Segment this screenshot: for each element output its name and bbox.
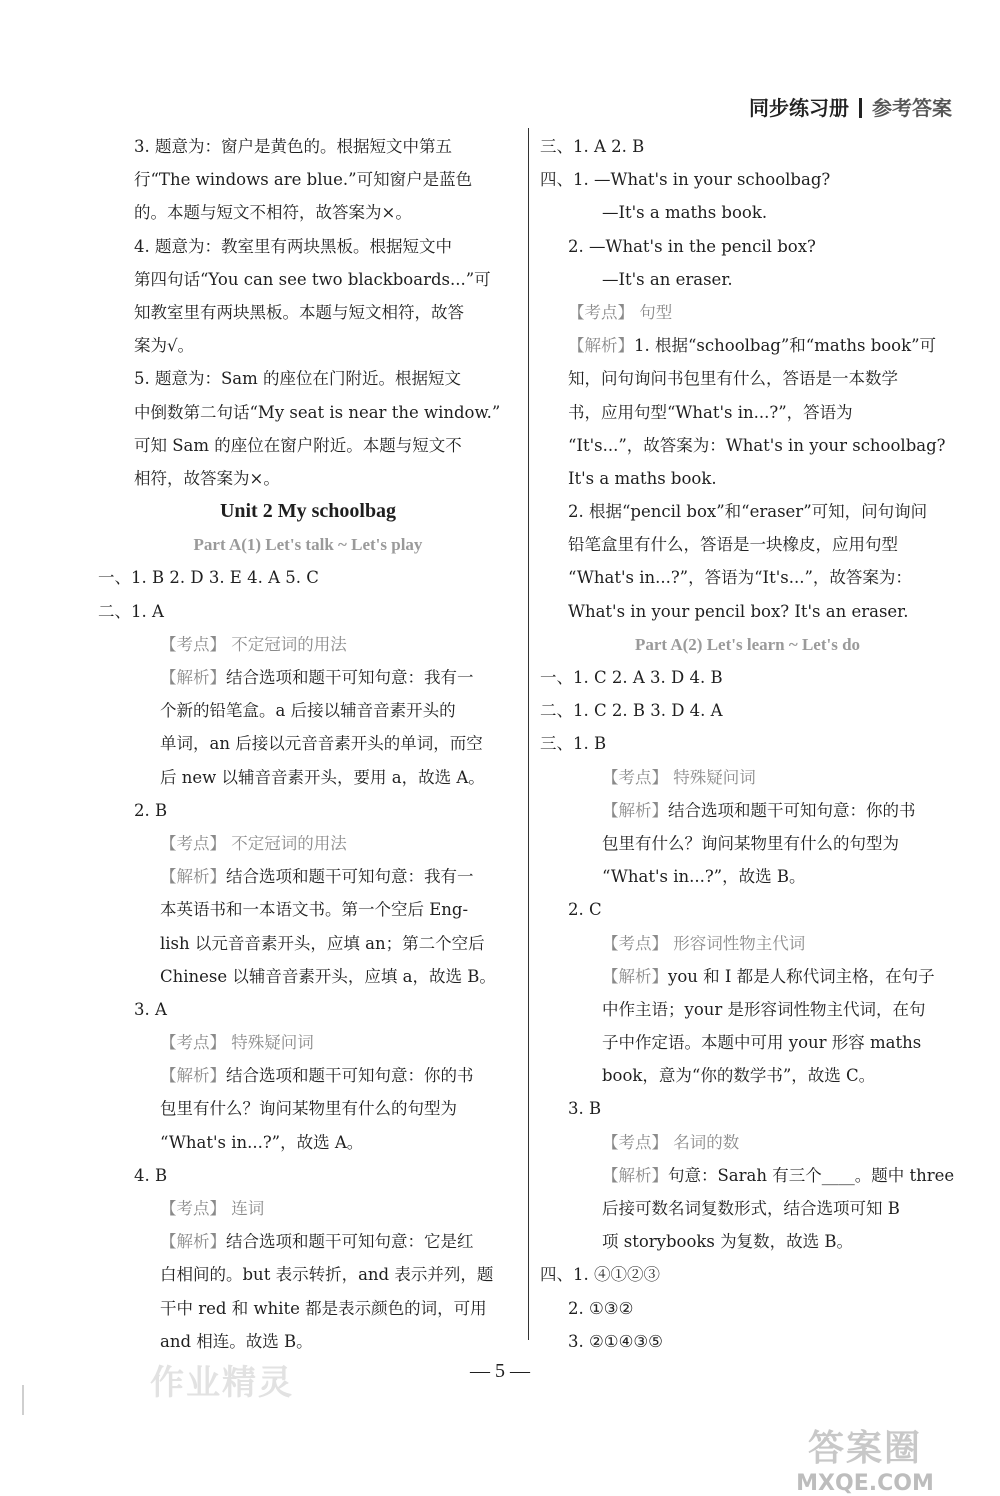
- line-text: 形容词性物主代词: [668, 933, 806, 953]
- tag-label: 【解析】: [568, 336, 634, 356]
- answer-line: [98, 429, 518, 462]
- line-text: 特殊疑问词: [668, 767, 756, 787]
- line-text: 第四句话“You can see two blackboards...”可: [134, 269, 491, 289]
- line-text: 结合选项和题干可知句意：你的书: [668, 800, 916, 820]
- answer-line: [540, 694, 955, 727]
- line-text: 1. 根据“schoolbag”和“maths book”可: [634, 336, 937, 356]
- right-column: [540, 130, 955, 1358]
- answer-line: [98, 993, 518, 1026]
- line-text: 结合选项和题干可知句意：你的书: [226, 1066, 474, 1086]
- line-text: 后 new 以辅音音素开头，要用 a，故选 A。: [160, 767, 485, 787]
- line-text: 书，应用句型“What's in...?”，答语为: [568, 402, 853, 422]
- tag-label: 【解析】: [160, 668, 226, 687]
- answer-line: [98, 296, 518, 329]
- answer-line: [98, 329, 518, 362]
- answer-line: [98, 661, 518, 694]
- answer-line: [98, 694, 518, 727]
- tag-label: 【解析】: [160, 1066, 226, 1086]
- line-text: 连词: [226, 1199, 265, 1218]
- answer-line: [98, 130, 518, 163]
- answer-line: [98, 727, 518, 760]
- answer-line: [540, 1292, 955, 1325]
- line-text: 后接可数名词复数形式，结合选项可知 B: [602, 1199, 900, 1218]
- line-text: 一、1. C 2. A 3. D 4. B: [540, 668, 723, 687]
- line-text: 句型: [634, 302, 673, 322]
- line-text: 2. —What's in the pencil box?: [568, 236, 816, 256]
- tag-label: 【考点】: [160, 1033, 226, 1053]
- section-label: 参考答案: [872, 96, 952, 120]
- line-text: 不定冠词的用法: [226, 833, 347, 853]
- watermark-url: MXQE.COM: [796, 1471, 934, 1496]
- line-text: 4. B: [134, 1165, 168, 1185]
- answer-line: [98, 163, 518, 196]
- line-text: 三、1. A 2. B: [540, 137, 645, 156]
- line-text: 特殊疑问词: [226, 1033, 314, 1053]
- tag-label: 【解析】: [602, 966, 668, 986]
- tag-label: 【解析】: [160, 1232, 226, 1252]
- line-text: 单词，an 后接以元音音素开头的单词，而空: [160, 734, 483, 754]
- line-text: 项 storybooks 为复数，故选 B。: [602, 1232, 853, 1252]
- answer-line: [540, 1192, 955, 1225]
- line-text: —It's a maths book.: [602, 203, 768, 223]
- line-text: 案为√。: [134, 336, 195, 356]
- line-text: 的。本题与短文不相符，故答案为×。: [134, 203, 412, 223]
- answer-line: [98, 860, 518, 893]
- line-text: and 相连。故选 B。: [160, 1331, 313, 1351]
- line-text: 本英语书和一本语文书。第一个空后 Eng-: [160, 900, 469, 920]
- answer-line: [98, 1026, 518, 1059]
- answer-line: [98, 1126, 518, 1159]
- page-header: [749, 92, 952, 121]
- answer-line: [540, 960, 955, 993]
- line-text: Part A(2) Let's learn ~ Let's do: [634, 634, 861, 654]
- line-text: 3. ②①④③⑤: [568, 1331, 663, 1351]
- line-text: 包里有什么？询问某物里有什么的句型为: [160, 1099, 457, 1119]
- line-text: book，意为“你的数学书”，故选 C。: [602, 1066, 876, 1086]
- answer-line: [98, 462, 518, 495]
- answer-line: [540, 263, 955, 296]
- answer-line: [540, 230, 955, 263]
- answer-line: [540, 196, 955, 229]
- answer-line: [540, 1126, 955, 1159]
- answer-line: [540, 1225, 955, 1258]
- line-text: 知教室里有两块黑板。本题与短文相符，故答: [134, 302, 464, 322]
- answer-line: [540, 893, 955, 926]
- answer-line: [540, 860, 955, 893]
- answer-line: [98, 196, 518, 229]
- line-text: 2. B: [134, 800, 168, 820]
- answer-line: [98, 230, 518, 263]
- answer-line: [540, 1159, 955, 1192]
- answer-line: [98, 1225, 518, 1258]
- answer-line: [98, 1159, 518, 1192]
- answer-line: [540, 296, 955, 329]
- tag-label: 【考点】: [602, 1132, 668, 1152]
- line-text: 3. A: [134, 999, 167, 1019]
- line-text: 2. ①③②: [568, 1298, 634, 1318]
- book-title: 同步练习册: [749, 96, 849, 120]
- tag-label: 【解析】: [602, 1165, 668, 1185]
- answer-line: [98, 893, 518, 926]
- answer-line: [98, 1192, 518, 1225]
- answer-line: [540, 761, 955, 794]
- line-text: 四、1. —What's in your schoolbag?: [540, 170, 831, 190]
- answer-line: [540, 495, 955, 528]
- line-text: 铅笔盒里有什么，答语是一块橡皮，应用句型: [568, 535, 898, 555]
- answer-line: [98, 1292, 518, 1325]
- line-text: 结合选项和题干可知句意：它是红: [226, 1232, 474, 1252]
- answer-line: [540, 661, 955, 694]
- answer-line: [540, 827, 955, 860]
- line-text: 三、1. B: [540, 734, 607, 754]
- answer-line: [540, 429, 955, 462]
- answer-line: [540, 1092, 955, 1125]
- tag-label: 【解析】: [160, 867, 226, 887]
- answer-line: [540, 561, 955, 594]
- line-text: 4. 题意为：教室里有两块黑板。根据短文中: [134, 236, 452, 256]
- line-text: 不定冠词的用法: [226, 634, 347, 654]
- answer-line: [98, 1092, 518, 1125]
- answer-line: [540, 1026, 955, 1059]
- line-text: you 和 I 都是人称代词主格，在句子: [668, 966, 935, 986]
- tag-label: 【考点】: [160, 1199, 226, 1218]
- line-text: 一、1. B 2. D 3. E 4. A 5. C: [98, 568, 319, 588]
- unit-title: [98, 495, 518, 528]
- line-text: “What's in...?”，故选 B。: [602, 867, 806, 887]
- line-text: “It's...”，故答案为：What's in your schoolbag?: [568, 435, 946, 455]
- line-text: 结合选项和题干可知句意：我有一: [226, 668, 474, 687]
- line-text: It's a maths book.: [568, 468, 717, 488]
- tag-label: 【考点】: [160, 833, 226, 853]
- part-title: [98, 528, 518, 561]
- tag-label: 【考点】: [160, 634, 226, 654]
- answer-line: [98, 561, 518, 594]
- answer-line: [540, 163, 955, 196]
- answer-line: [540, 396, 955, 429]
- answer-line: [540, 1325, 955, 1358]
- answer-line: [540, 462, 955, 495]
- answer-line: [98, 960, 518, 993]
- watermark-left: 作业精灵: [150, 1363, 294, 1403]
- answer-line: [98, 362, 518, 395]
- line-text: 相符，故答案为×。: [134, 468, 280, 488]
- header-divider: [859, 98, 862, 118]
- watermark-logo-text: 答案圈: [807, 1428, 922, 1469]
- line-text: 包里有什么？询问某物里有什么的句型为: [602, 833, 899, 853]
- line-text: Chinese 以辅音音素开头，应填 a，故选 B。: [160, 966, 496, 986]
- line-text: 5. 题意为：Sam 的座位在门附近。根据短文: [134, 369, 462, 389]
- answer-line: [540, 993, 955, 1026]
- line-text: 2. 根据“pencil box”和“eraser”可知，问句询问: [568, 502, 928, 522]
- answer-line: [98, 396, 518, 429]
- answer-line: [98, 595, 518, 628]
- answer-line: [98, 827, 518, 860]
- answer-line: [540, 595, 955, 628]
- line-text: 白相间的。but 表示转折，and 表示并列，题: [160, 1265, 494, 1285]
- answer-line: [540, 927, 955, 960]
- line-text: 结合选项和题干可知句意：我有一: [226, 867, 474, 887]
- line-text: What's in your pencil box? It's an eraser.: [568, 601, 909, 621]
- line-text: 干中 red 和 white 都是表示颜色的词，可用: [160, 1298, 487, 1318]
- line-text: 二、1. A: [98, 601, 164, 621]
- answer-line: [98, 1059, 518, 1092]
- tag-label: 【解析】: [602, 800, 668, 820]
- answer-line: [540, 329, 955, 362]
- line-text: 名词的数: [668, 1132, 740, 1152]
- part-title: [540, 628, 955, 661]
- tag-label: 【考点】: [602, 767, 668, 787]
- answer-line: [98, 761, 518, 794]
- line-text: 四、1. ④①②③: [540, 1265, 660, 1285]
- answer-line: [98, 628, 518, 661]
- line-text: Part A(1) Let's talk ~ Let's play: [193, 535, 423, 555]
- tag-label: 【考点】: [568, 302, 634, 322]
- tag-label: 【考点】: [602, 933, 668, 953]
- line-text: 3. 题意为：窗户是黄色的。根据短文中第五: [134, 137, 452, 156]
- line-text: Unit 2 My schoolbag: [219, 500, 397, 523]
- answer-line: [540, 528, 955, 561]
- line-text: 二、1. C 2. B 3. D 4. A: [540, 701, 723, 721]
- line-text: “What's in...?”，故选 A。: [160, 1132, 364, 1152]
- column-divider: [528, 128, 529, 1340]
- answer-line: [98, 927, 518, 960]
- line-text: 行“The windows are blue.”可知窗户是蓝色: [134, 170, 473, 190]
- answer-line: [98, 1325, 518, 1358]
- watermark-right: [770, 1420, 960, 1496]
- answer-line: [98, 263, 518, 296]
- answer-line: [540, 1059, 955, 1092]
- line-text: 可知 Sam 的座位在窗户附近。本题与短文不: [134, 435, 462, 455]
- answer-line: [540, 130, 955, 163]
- line-text: lish 以元音音素开头，应填 an；第二个空后: [160, 933, 485, 953]
- line-text: 知，问句询问书包里有什么，答语是一本数学: [568, 369, 898, 389]
- line-text: 子中作定语。本题中可用 your 形容 maths: [602, 1033, 922, 1053]
- answer-line: [540, 794, 955, 827]
- line-text: 3. B: [568, 1099, 602, 1119]
- answer-line: [98, 794, 518, 827]
- line-text: —It's an eraser.: [602, 269, 733, 289]
- line-text: “What's in...?”，答语为“It's...”，故答案为：: [568, 568, 912, 588]
- line-text: 个新的铅笔盒。a 后接以辅音音素开头的: [160, 701, 456, 721]
- line-text: 2. C: [568, 900, 602, 920]
- margin-mark: [22, 1385, 24, 1415]
- answer-line: [98, 1258, 518, 1291]
- line-text: 中倒数第二句话“My seat is near the window.”: [134, 402, 501, 422]
- page-number: — 5 —: [470, 1360, 530, 1382]
- line-text: 句意：Sarah 有三个____。题中 three: [668, 1165, 955, 1185]
- line-text: 中作主语；your 是形容词性物主代词，在句: [602, 999, 926, 1019]
- left-column: [98, 130, 518, 1358]
- answer-line: [540, 727, 955, 760]
- answer-line: [540, 362, 955, 395]
- answer-line: [540, 1258, 955, 1291]
